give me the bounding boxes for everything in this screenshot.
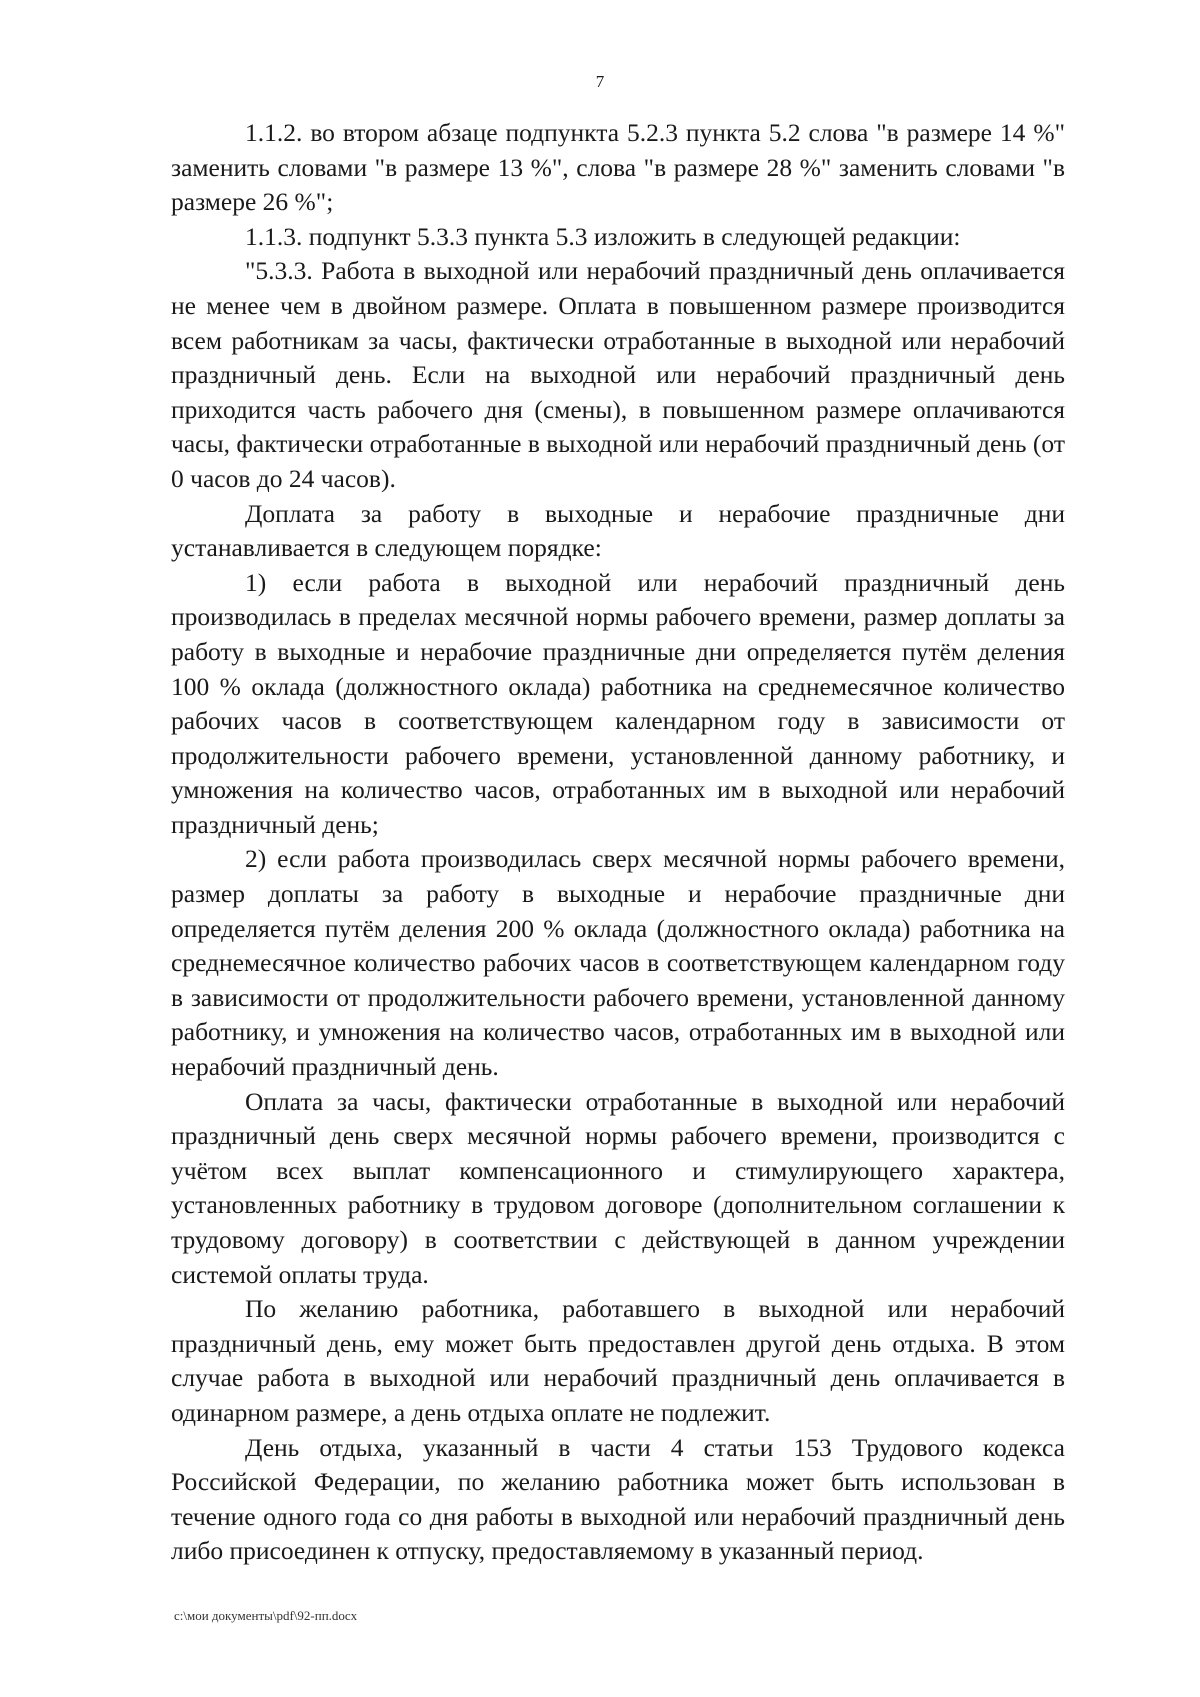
paragraph-day-off-option: По желанию работника, работавшего в выходной или нерабочий праздничный день, ему может быть предоставлен другой день отдыха. В этом случае работа в выходной или нерабочий праздничный день оплачивается в одинарном размере, а день отдыха оплате не подлежит. bbox=[171, 1294, 1065, 1427]
paragraph-payment-hours: Оплата за часы, фактически отработанные в выходной или нерабочий праздничный день сверх месячной нормы рабочего времени, производится с учётом всех выплат компенсационного и стимулирующего характера, установленных работнику в трудовом договоре (дополнительном соглашении к трудовому договору) в соответствии с действующей в данном учреждении системой оплаты труда. bbox=[171, 1086, 1065, 1289]
paragraph-day-off-usage: День отдыха, указанный в части 4 статьи 153 Трудового кодекса Российской Федерации, по желанию работника может быть использован в течение одного года со дня работы в выходной или нерабочий праздничный день либо присоединен к отпуску, предоставляемому в указанный период. bbox=[171, 1432, 1065, 1566]
paragraph-5-3-3: "5.3.3. Работа в выходной или нерабочий праздничный день оплачивается не менее чем в двойном размере. Оплата в повышенном размере производится всем работникам за часы, фактически отработанные в выходной или нерабочий праздничный день. Если на выходной или нерабочий праздничный день приходится часть рабочего дня (смены), в повышенном размере оплачиваются часы, фактически отработанные в выходной или нерабочий праздничный день (от 0 часов до 24 часов). bbox=[171, 256, 1065, 493]
paragraph-1-1-3: 1.1.3. подпункт 5.3.3 пункта 5.3 изложить в следующей редакции: bbox=[245, 221, 961, 251]
paragraph-item-1: 1) если работа в выходной или нерабочий праздничный день производилась в пределах месячной нормы рабочего времени, размер доплаты за работу в выходные и нерабочие праздничные дни определяется путём деления 100 % оклада (должностного оклада) работника на среднемесячное количество рабочих часов в соответствующем календарном году в зависимости от продолжительности рабочего времени, установленной данному работнику, и умножения на количество часов, отработанных им в выходной или нерабочий праздничный день; bbox=[171, 567, 1065, 839]
paragraph-1-1-2: 1.1.2. во втором абзаце подпункта 5.2.3 пункта 5.2 слова "в размере 14 %" заменить словами "в размере 13 %", слова "в размере 28 %" заменить словами "в размере 26 %"; bbox=[171, 118, 1065, 217]
paragraph-item-2: 2) если работа производилась сверх месячной нормы рабочего времени, размер доплаты за работу в выходные и нерабочие праздничные дни определяется путём деления 200 % оклада (должностного оклада) работника на среднемесячное количество рабочих часов в соответствующем календарном году в зависимости от продолжительности рабочего времени, установленной данному работнику, и умножения на количество часов, отработанных им в выходной или нерабочий праздничный день. bbox=[171, 844, 1065, 1082]
file-path-footer: c:\мои документы\pdf\92-пп.docx bbox=[174, 1608, 358, 1623]
document-body bbox=[171, 116, 1065, 1569]
page-number: 7 bbox=[595, 72, 605, 91]
paragraph-surcharge-order: Доплата за работу в выходные и нерабочие праздничные дни устанавливается в следующем порядке: bbox=[171, 498, 1065, 563]
